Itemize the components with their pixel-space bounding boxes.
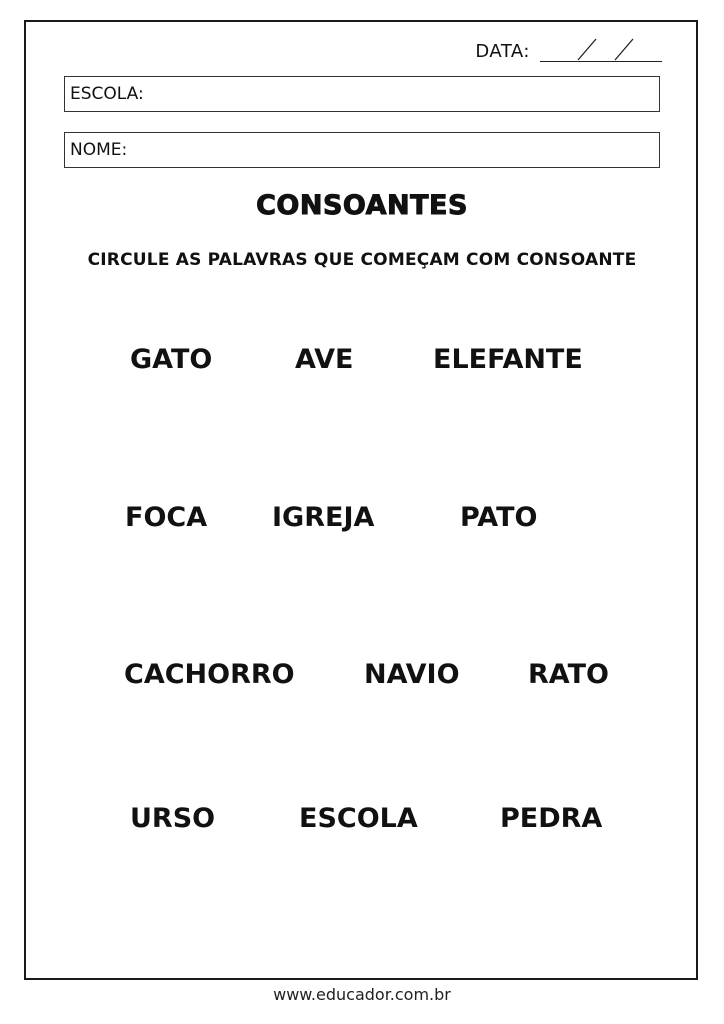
date-label: DATA: [475, 41, 530, 62]
word-item[interactable]: CACHORRO [124, 659, 295, 690]
word-item[interactable]: URSO [130, 803, 216, 834]
school-label: ESCOLA: [70, 84, 144, 104]
name-field[interactable] [64, 132, 660, 168]
word-item[interactable]: AVE [295, 344, 354, 375]
word-item[interactable]: ELEFANTE [433, 344, 583, 375]
footer-website: www.educador.com.br [273, 985, 451, 1004]
word-item[interactable]: PEDRA [500, 803, 603, 834]
worksheet-title: CONSOANTES [256, 190, 468, 221]
instruction-text: CIRCULE AS PALAVRAS QUE COMEÇAM COM CONSOANTE [87, 250, 637, 270]
word-item[interactable]: PATO [460, 502, 538, 533]
word-item[interactable]: RATO [528, 659, 609, 690]
school-field[interactable] [64, 76, 660, 112]
date-row [475, 38, 662, 62]
word-item[interactable]: FOCA [125, 502, 208, 533]
word-item[interactable]: NAVIO [364, 659, 460, 690]
word-item[interactable]: IGREJA [272, 502, 375, 533]
date-slashes-icon [540, 37, 662, 61]
name-label: NOME: [70, 140, 128, 160]
date-input-line[interactable] [540, 37, 662, 62]
word-item[interactable]: GATO [130, 344, 213, 375]
word-item[interactable]: ESCOLA [299, 803, 418, 834]
